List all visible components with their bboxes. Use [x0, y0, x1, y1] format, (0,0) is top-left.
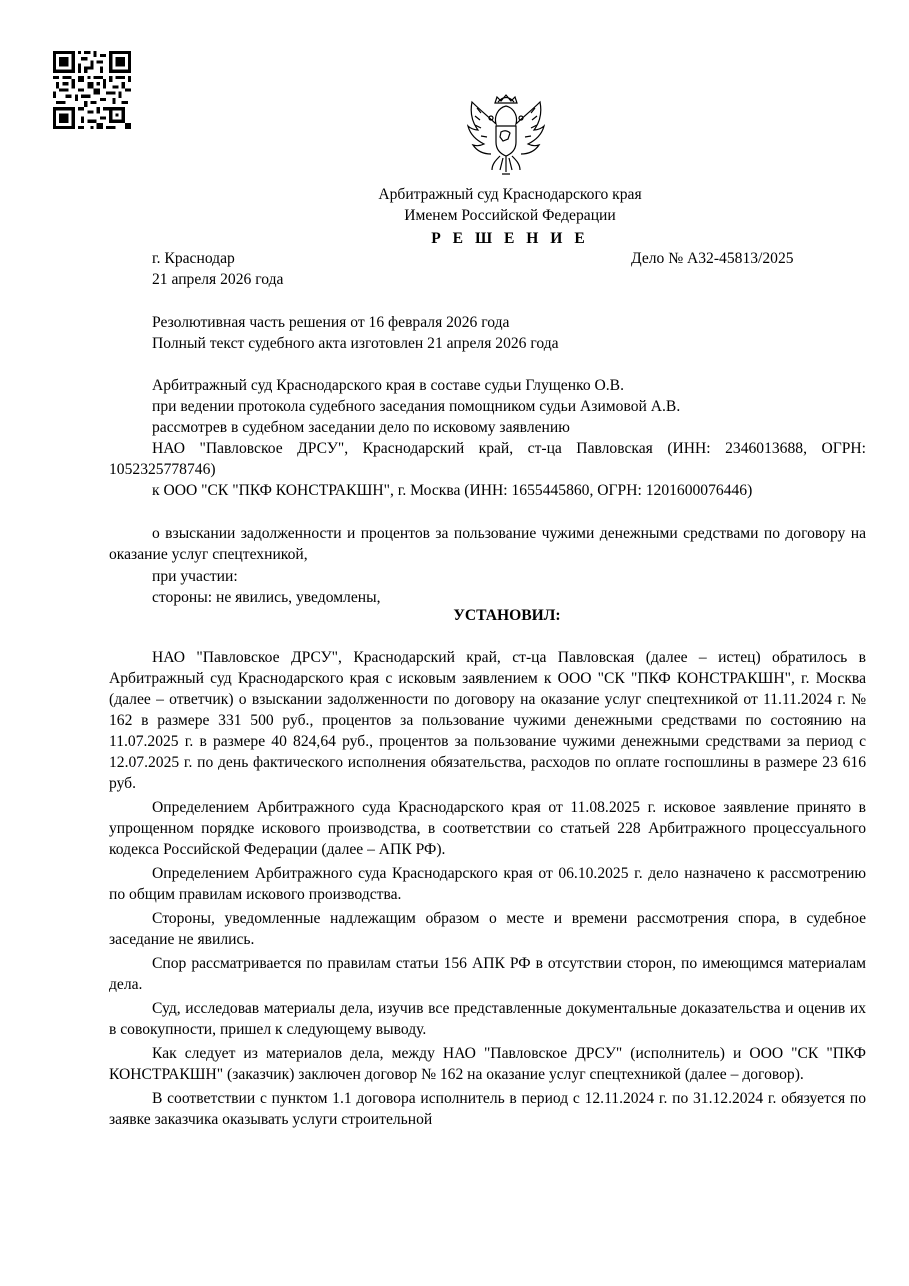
- qr-code-icon: [53, 51, 131, 129]
- established-heading: УСТАНОВИЛ:: [453, 607, 561, 624]
- plaintiff-info: НАО "Павловское ДРСУ", Краснодарский край, ст-ца Павловская (ИНН: 2346013688, ОГРН: 1052325778746): [109, 440, 866, 478]
- decision-date: 21 апреля 2026 года: [152, 271, 284, 288]
- parties-status: стороны: не явились, уведомлены,: [152, 589, 381, 606]
- paragraph: В соответствии с пунктом 1.1 договора исполнитель в период с 12.11.2024 г. по 31.12.2024 г. обязуется по заявке заказчика оказывать услуги строительной: [109, 1090, 866, 1128]
- paragraph: Спор рассматривается по правилам статьи 156 АПК РФ в отсутствии сторон, по имеющимся материалам дела.: [109, 955, 866, 993]
- paragraph: НАО "Павловское ДРСУ", Краснодарский край, ст-ца Павловская (далее – истец) обратилось в Арбитражный суд Краснодарского края с исковым заявлением к ООО "СК "ПКФ КОНСТРАКШН", г. Москва (далее – ответчик) о взыскании задолженности по договору на оказание услуг спецтехникой от 11.11.2024 г. № 162 в размере 331 500 руб., процентов за пользование чужими денежными средствами по состоянию на 11.07.2025 г. в размере 40 824,64 руб., процентов за пользование чужими денежными средствами за период с 12.07.2025 г. по день фактического исполнения обязательства, расходов по оплате госпошлины в размере 23 616 руб.: [109, 649, 866, 792]
- coat-of-arms-emblem-icon: [467, 92, 545, 178]
- defendant-info: к ООО "СК "ПКФ КОНСТРАКШН", г. Москва (ИНН: 1655445860, ОГРН: 1201600076446): [152, 482, 753, 499]
- case-number: Дело № А32-45813/2025: [631, 250, 794, 267]
- paragraph: Определением Арбитражного суда Краснодарского края от 06.10.2025 г. дело назначено к рассмотрению по общим правилам искового производства.: [109, 865, 866, 903]
- considered-line: рассмотрев в судебном заседании дело по исковому заявлению: [152, 419, 570, 436]
- participation-label: при участии:: [152, 568, 238, 585]
- city: г. Краснодар: [152, 250, 235, 267]
- case-subject: о взыскании задолженности и процентов за пользование чужими денежными средствами по договору на оказание услуг спецтехникой,: [109, 525, 866, 563]
- protocol-secretary: при ведении протокола судебного заседания помощником судьи Азимовой А.В.: [152, 398, 681, 415]
- full-text-date: Полный текст судебного акта изготовлен 21 апреля 2026 года: [152, 335, 559, 352]
- established-body: [109, 647, 866, 1133]
- resolution-date: Резолютивная часть решения от 16 февраля 2026 года: [152, 314, 510, 331]
- court-name: Арбитражный суд Краснодарского края: [378, 186, 642, 203]
- paragraph: Суд, исследовав материалы дела, изучив все представленные документальные доказательства и оценив их в совокупности, пришел к следующему выводу.: [109, 1000, 866, 1038]
- decision-title: Р Е Ш Е Н И Е: [431, 230, 589, 247]
- paragraph: Определением Арбитражного суда Краснодарского края от 11.08.2025 г. исковое заявление принято в упрощенном порядке искового производства, в соответствии со статьей 228 Арбитражного процессуального кодекса Российской Федерации (далее – АПК РФ).: [109, 799, 866, 858]
- in-name-of-federation: Именем Российской Федерации: [404, 207, 616, 224]
- paragraph: Как следует из материалов дела, между НАО "Павловское ДРСУ" (исполнитель) и ООО "СК "ПКФ КОНСТРАКШН" (заказчик) заключен договор № 162 на оказание услуг спецтехникой (далее – договор).: [109, 1045, 866, 1083]
- paragraph: Стороны, уведомленные надлежащим образом о месте и времени рассмотрения спора, в судебное заседание не явились.: [109, 910, 866, 948]
- court-composition: Арбитражный суд Краснодарского края в составе судьи Глущенко О.В.: [152, 377, 624, 394]
